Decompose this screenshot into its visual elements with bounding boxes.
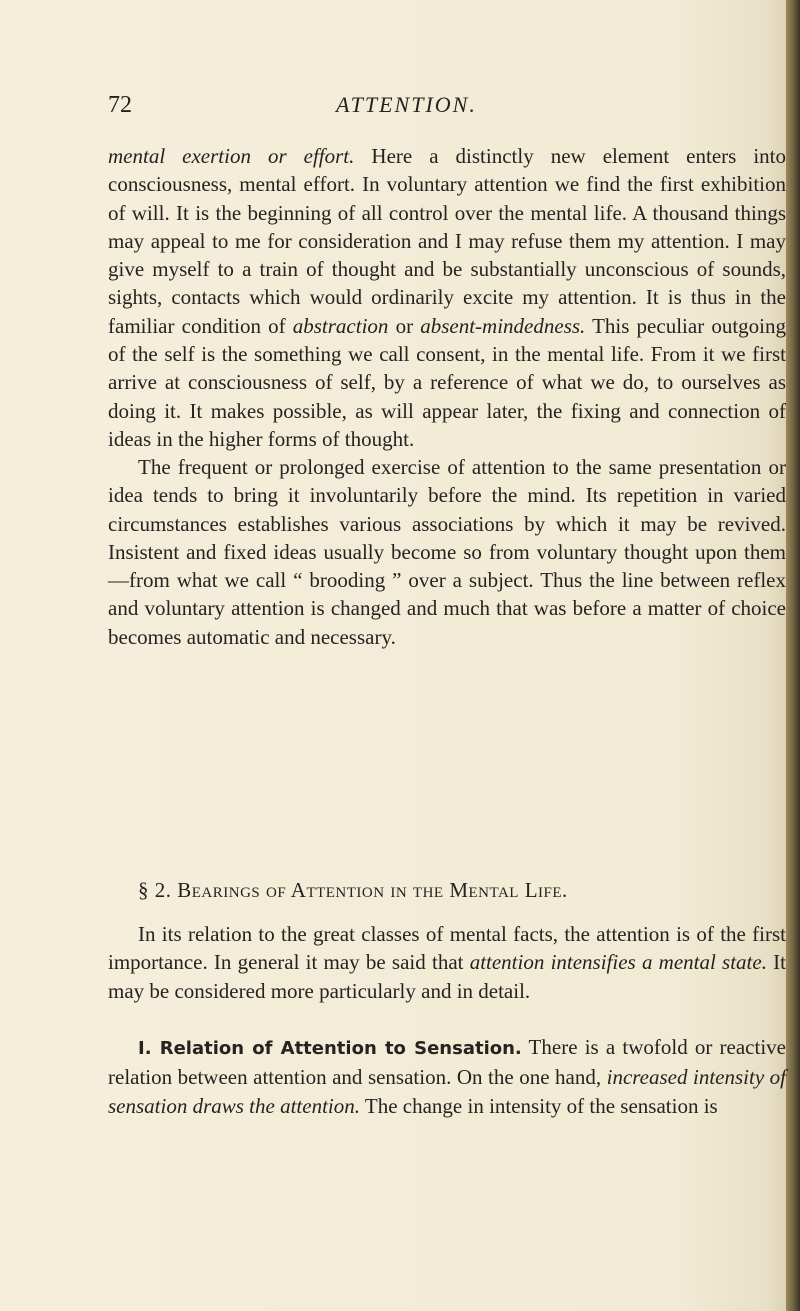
paragraph-text: It may be considered more particularly and in detail. [108,950,786,1003]
running-head: ATTENTION. [336,92,477,117]
paragraph-text: or [388,313,421,338]
subsection-label: I. Relation of Attention to Sensation. [138,1038,522,1059]
paragraph-text: In its relation to the great classes of mental facts, the attention is of the first importance. In general it may be said that [108,922,786,975]
section-heading: § 2. Bearings of Attention in the Mental Life. [138,878,568,902]
italic-intensifies: attention intensifies a mental state. [469,950,767,975]
italic-increased-intensity: increased intensity of sensation draws the attention. [108,1065,786,1118]
page-header [0,92,800,122]
italic-mental-exertion: mental exertion or effort. [108,144,355,168]
book-spine-edge [786,0,800,1311]
paragraph-mental-effort [108,142,786,453]
paragraph-repetition: The frequent or prolonged exercise of attention to the same presentation or idea tends to bring it involuntarily before the mind. Its repetition in varied circumstances establishes various associations by which it may be revived. Insistent and fixed ideas usually become so from voluntary thought upon them—from what we call “ brooding ” over a subject. Thus the line between reflex and voluntary attention is changed and much that was before a matter of choice becomes automatic and necessary. [108,455,786,649]
italic-absent-mindedness: absent-mindedness. [420,313,586,338]
italic-abstraction: abstraction [292,313,389,338]
paragraph-sensation [108,1033,786,1120]
paragraph-text: The change in intensity of the sensation is [360,1093,718,1118]
paragraph-bearings [108,920,786,1005]
paragraph-text: There is a twofold or reactive relation between attention and sensation. On the one hand, [108,1035,786,1090]
page-number: 72 [108,92,132,118]
paragraph-text: This peculiar outgoing of the self is the something we call consent, in the mental life. From it we first arrive at consciousness of self, by a reference of what we do, to ourselves as doing it. It makes possible, as will appear later, the fixing and connection of ideas in the higher forms of thought. [108,313,787,451]
paragraph-text: Here a distinctly new element enters into consciousness, mental effort. In voluntary attention we find the first exhibition of will. It is the beginning of all control over the mental life. A thousand things may appeal to me for consideration and I may refuse them my attention. I may give myself to a train of thought and be substantially unconscious of sounds, sights, contacts which would ordinarily excite my attention. It is thus in the familiar condition of [108,144,786,338]
